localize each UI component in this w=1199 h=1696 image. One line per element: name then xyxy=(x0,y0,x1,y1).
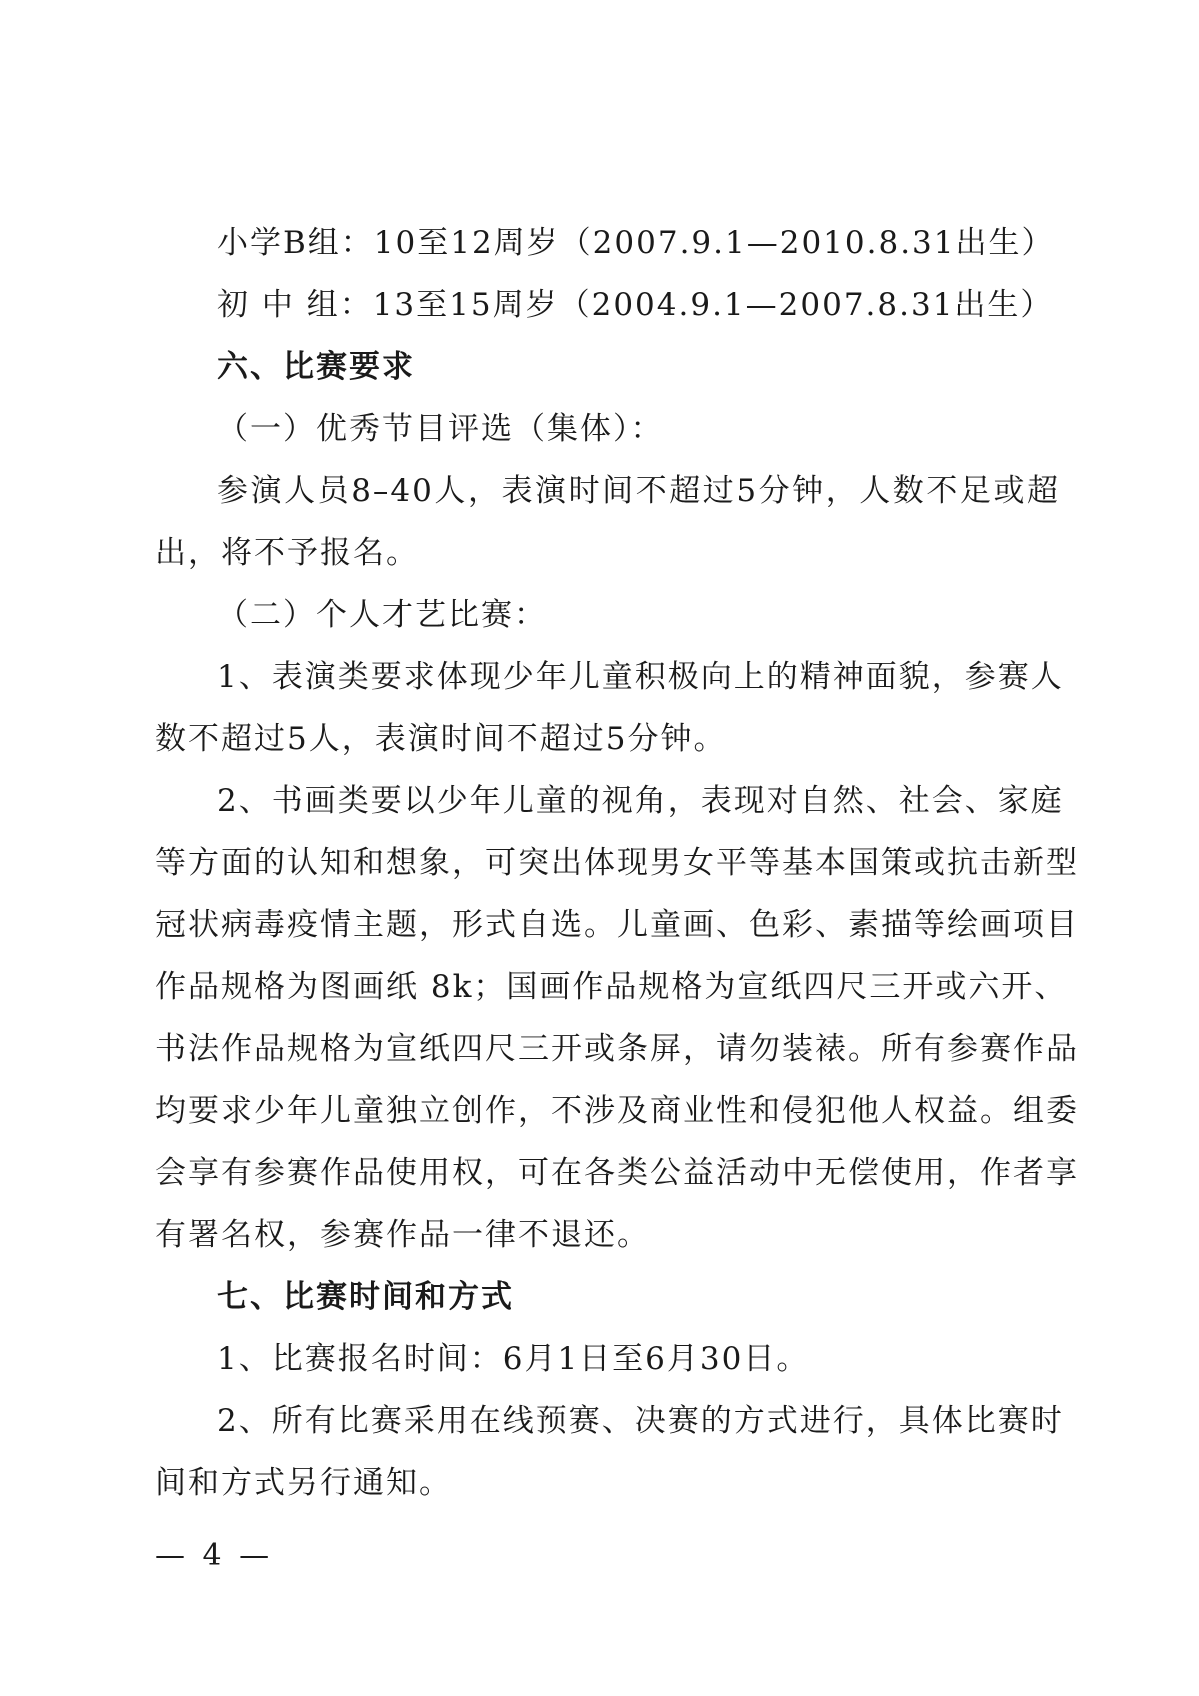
paragraph-line: 有署名权，参赛作品一律不退还。 xyxy=(155,1217,650,1253)
document-body xyxy=(155,212,1079,1514)
paragraph-line: 参演人员8–40人，表演时间不超过5分钟，人数不足或超 xyxy=(217,473,1060,509)
page-number: — 4 — xyxy=(155,1538,274,1573)
section-heading-schedule: 七、比赛时间和方式 xyxy=(217,1279,514,1315)
paragraph-line: 作品规格为图画纸 8k；国画作品规格为宣纸四尺三开或六开、 xyxy=(155,969,1068,1005)
paragraph-line: 冠状病毒疫情主题，形式自选。儿童画、色彩、素描等绘画项目 xyxy=(155,907,1079,943)
subheading-collective: （一）优秀节目评选（集体）： xyxy=(217,411,664,447)
paragraph-line: 等方面的认知和想象，可突出体现男女平等基本国策或抗击新型 xyxy=(155,845,1079,881)
paragraph-line: 2、书画类要以少年儿童的视角，表现对自然、社会、家庭 xyxy=(217,783,1064,819)
paragraph-line: 会享有参赛作品使用权，可在各类公益活动中无偿使用，作者享 xyxy=(155,1155,1079,1191)
paragraph-line: 书法作品规格为宣纸四尺三开或条屏，请勿装裱。所有参赛作品 xyxy=(155,1031,1079,1067)
subheading-individual: （二）个人才艺比赛： xyxy=(217,597,547,633)
age-group-primary-b: 小学B组：10至12周岁（2007.9.1—2010.8.31出生） xyxy=(217,225,1055,261)
paragraph-line: 1、比赛报名时间：6月1日至6月30日。 xyxy=(217,1341,810,1377)
paragraph-line: 出，将不予报名。 xyxy=(155,535,419,571)
age-group-junior-high: 初 中 组：13至15周岁（2004.9.1—2007.8.31出生） xyxy=(217,287,1054,323)
section-heading-requirements: 六、比赛要求 xyxy=(217,349,415,385)
paragraph-line: 2、所有比赛采用在线预赛、决赛的方式进行，具体比赛时 xyxy=(217,1403,1064,1439)
paragraph-line: 均要求少年儿童独立创作，不涉及商业性和侵犯他人权益。组委 xyxy=(155,1093,1079,1129)
paragraph-line: 1、表演类要求体现少年儿童积极向上的精神面貌，参赛人 xyxy=(217,659,1064,695)
paragraph-line: 间和方式另行通知。 xyxy=(155,1465,452,1501)
paragraph-line: 数不超过5人，表演时间不超过5分钟。 xyxy=(155,721,727,757)
